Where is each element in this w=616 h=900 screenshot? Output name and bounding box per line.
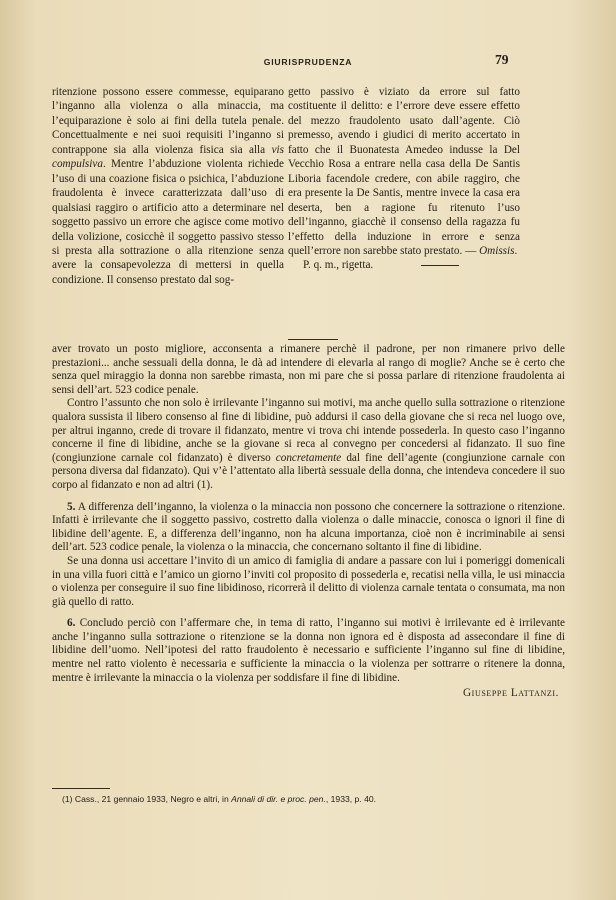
section-number-6: 6. bbox=[67, 617, 76, 630]
right-column bbox=[288, 85, 520, 273]
omissis-term: Omissis bbox=[479, 244, 515, 257]
note-paragraph-1: aver trovato un posto migliore, acconsenta a rimanere perchè il padrone, per non rimanere privo delle prestazioni... anche sessuali della donna, le dà ad intendere di elevarla al rango di moglie? Anche se è certo che senza quel miraggio la donna non sarebbe rimasta, non mi pare che si possa parlare di ritenzione fraudolenta ai sensi dell’art. 523 codice penale. bbox=[52, 343, 565, 396]
note-paragraph-3: 5. A differenza dell’inganno, la violenza o la minaccia non possono che concernere la sottrazione o ritenzione. Infatti è irrilevante che il soggetto passivo, costretto dalla violenza o dalle minaccie, conosca o ignori il fine di libidine dell’agente. E, a differenza dell’inganno, non ha alcuna importanza, cioè non è incriminabile ai sensi dell’art. 523 codice penale, la violenza o la minaccia, che concernano soltanto il fine di libidine. bbox=[52, 500, 565, 554]
footnote: (1) Cass., 21 gennaio 1933, Negro e altri, in Annali di dir. e proc. pen., 1933, p. 40. bbox=[62, 794, 377, 804]
running-title: GIURISPRUDENZA bbox=[263, 57, 353, 67]
latin-term: vis compulsiva bbox=[52, 143, 284, 171]
section-number-5: 5. bbox=[67, 500, 76, 513]
journal-title: Annali di dir. e proc. pen. bbox=[231, 794, 326, 804]
closing-rule bbox=[421, 265, 459, 266]
annotation-body bbox=[52, 343, 565, 701]
left-column-paragraph: ritenzione possono essere commesse, equiparano l’inganno alla violenza o alla minaccia, ma l’equiparazione è solo ai fini della tutela penale. Concettualmente e nei suoi requisiti l’inganno si contrappone sia alla violenza fisica sia alla vis compulsiva. Mentre l’abduzione violenta richiede l’uso di una coazione fisica o psichica, l’abduzione fraudolenta è invece caratterizzata dall’uso di qualsiasi raggiro o artificio atto a determinare nel soggetto passivo un errore che agisce come motivo della volizione, cosicchè il soggetto passivo stesso si presta alla sottrazione o alla ritenzione senza avere la consapevolezza di mettersi in quella condizione. Il consenso prestato dal sog- bbox=[52, 86, 284, 286]
note-paragraph-2: Contro l’assunto che non solo è irrilevante l’inganno sui motivi, ma anche quello sulla sottrazione o ritenzione qualora sussista il libero consenso al fine di libidine, può addursi il caso della giovane che si reca nel luogo ove, per altrui inganno, crede di trovare il fidanzato, mentre vi trova chi intende possederla. In questo caso l’inganno concerne il fine di libidine, anche se la giovane si reca al convegno per concedersi al fidanzato. Il suo fine (congiunzione carnale col fidanzato) è diverso concretamente dal fine dell’agente (congiunzione carnale con persona diversa dal fidanzato). Qui v’è l’attentato alla libertà sessuale della donna, che intendeva concedere il suo corpo al fidanzato e non ad altri (1). bbox=[52, 397, 565, 491]
note-paragraph-5: 6. Concludo perciò con l’affermare che, in tema di ratto, l’inganno sui motivi è irrilevante ed è irrilevante anche l’inganno sulla sottrazione o ritenzione se la donna non ignora ed è disposta ad assecondare il fine di libidine dell’uomo. Nell’ipotesi del ratto fraudolento è necessario e sufficiente l’inganno sul fine di libidine, mentre nel ratto violento è necessaria e sufficiente la minaccia o la violenza per sottrarre o ritenere la donna, mentre è irrilevante la minaccia o la violenza per soddisfare il fine di libidine. bbox=[52, 617, 565, 684]
emphasis-concretamente: concretamente bbox=[275, 451, 342, 464]
author-signature: Giuseppe Lattanzi. bbox=[463, 687, 559, 700]
page-number: 79 bbox=[495, 52, 509, 67]
decision-closing: P. q. m., rigetta. bbox=[288, 258, 520, 272]
note-paragraph-4: Se una donna usi accettare l’invito di un amico di famiglia di andare a passare con lui i pomeriggi domenicali in una villa fuori città e l’amico un giorno l’inviti col proposito di possederla e, recatisi nella villa, le usi minaccia o violenza per conseguire il suo fine libidinoso, ricorrerà il delitto di violenza carnale tentata o consumata, ma non già quello di ratto. bbox=[52, 554, 565, 608]
column-divider bbox=[288, 339, 338, 340]
footnote-rule bbox=[52, 788, 110, 789]
left-column bbox=[52, 85, 284, 287]
right-column-paragraph: getto passivo è viziato da errore sul fatto costituente il delitto: e l’errore deve essere effetto del mezzo fraudolento usato dall’agente. Ciò premesso, avendo i giudici di merito accertato in fatto che il Buonatesta Amedeo indusse la Del Vecchio Rosa a entrare nella casa della De Santis Liboria facendole credere, con abile raggiro, che era presente la De Santis, mentre invece la casa era deserta, ben a ragione fu ritenuto l’uso dell’inganno, giacchè il consenso della ragazza fu l’effetto della induzione in errore e senza quell’errore non sarebbe stato prestato. — Omissis. bbox=[288, 86, 520, 257]
